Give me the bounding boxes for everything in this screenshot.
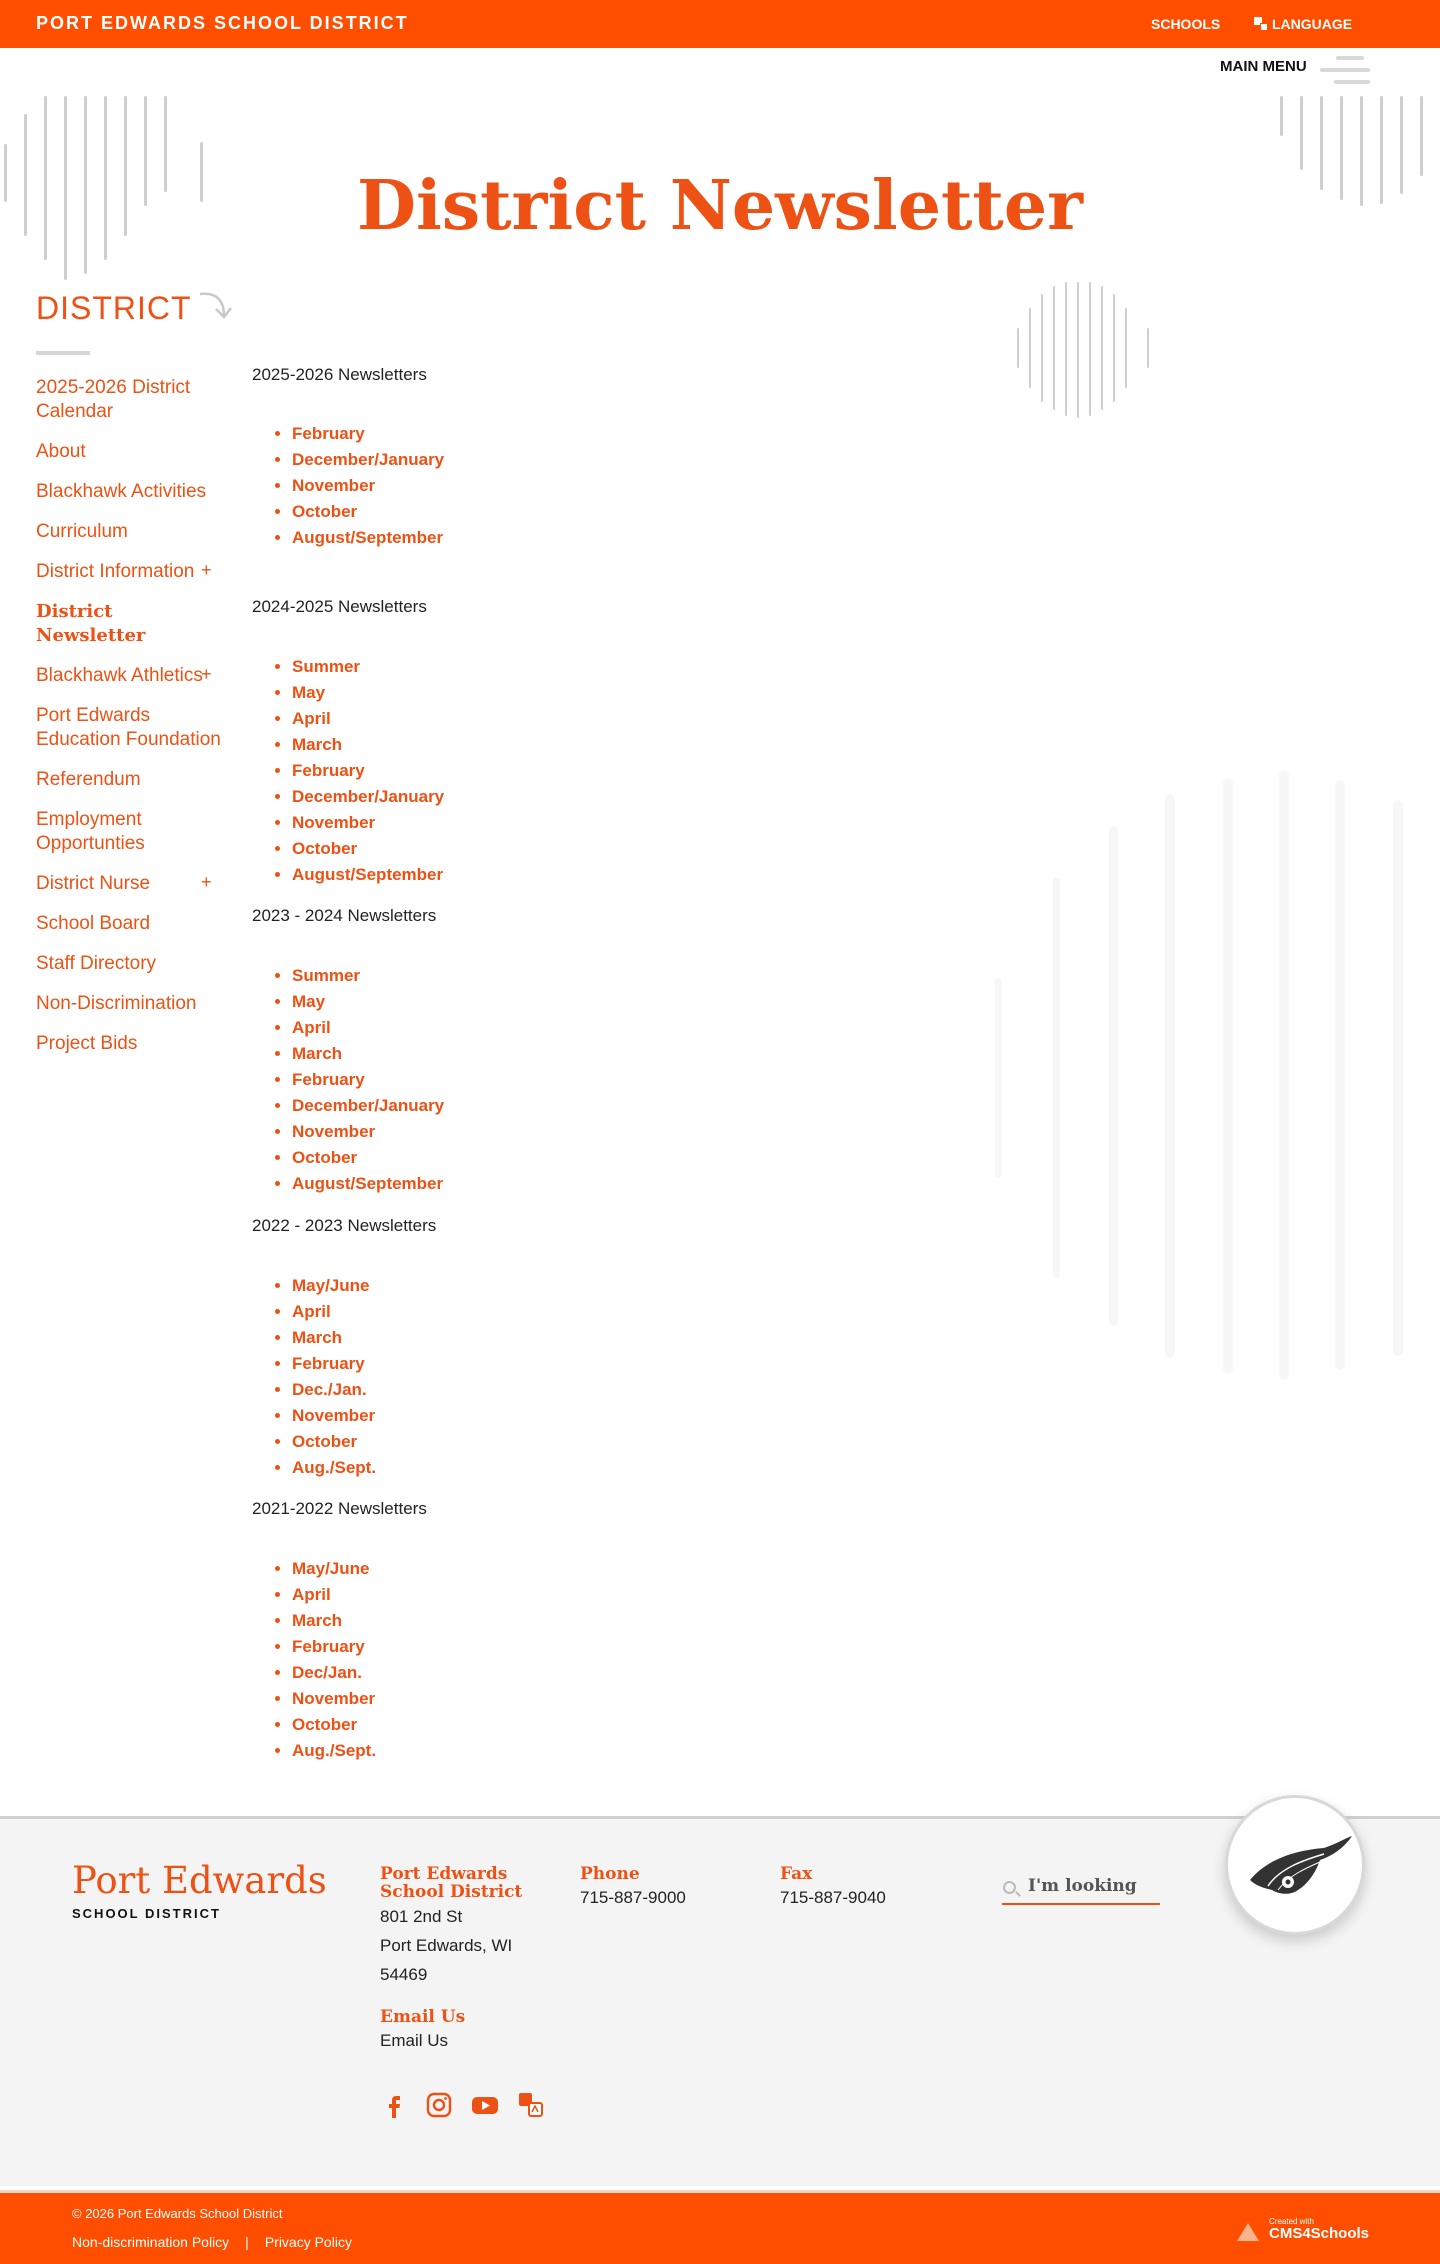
- newsletter-link[interactable]: • March: [292, 1608, 376, 1634]
- sidebar-item-label[interactable]: District Information: [36, 561, 195, 582]
- newsletter-link[interactable]: • August/September: [292, 862, 444, 888]
- sidebar-item-school-board[interactable]: [36, 912, 222, 936]
- sidebar-item-label[interactable]: Staff Directory: [36, 953, 157, 974]
- newsletter-link[interactable]: • November: [292, 1119, 444, 1145]
- link-separator: |: [245, 2234, 249, 2250]
- sidebar-heading: DISTRICT: [36, 290, 192, 326]
- newsletter-link[interactable]: • May: [292, 989, 444, 1015]
- page-title: District Newsletter: [357, 166, 1083, 246]
- cms4schools-logo-icon: [1237, 2223, 1259, 2241]
- translate-icon: [1254, 17, 1268, 31]
- sidebar-item-project-bids[interactable]: [36, 1032, 222, 1056]
- sidebar-item-non-discrimination[interactable]: [36, 992, 222, 1016]
- newsletter-link[interactable]: • March: [292, 732, 444, 758]
- sidebar-item-employment-opportunties[interactable]: [36, 808, 222, 856]
- newsletter-link[interactable]: • March: [292, 1041, 444, 1067]
- schools-link[interactable]: SCHOOLS: [1151, 16, 1221, 32]
- instagram-icon[interactable]: [425, 2091, 453, 2119]
- non-discrimination-policy-link[interactable]: Non-discrimination Policy: [72, 2234, 230, 2250]
- phone-number[interactable]: 715-887-9000: [580, 1888, 686, 1907]
- section-heading: 2024-2025 Newsletters: [252, 597, 427, 616]
- newsletter-link[interactable]: • February: [292, 758, 444, 784]
- address-heading: Port Edwards School District: [380, 1864, 523, 1902]
- address-line-2: Port Edwards, WI: [380, 1936, 513, 1955]
- search-input[interactable]: [1028, 1871, 1158, 1901]
- newsletter-link[interactable]: • April: [292, 1582, 376, 1608]
- sidebar-item-port-edwards-education-foundation[interactable]: [36, 704, 222, 752]
- newsletter-link[interactable]: • November: [292, 1686, 376, 1712]
- sidebar-item-label[interactable]: 2025-2026 District Calendar: [36, 377, 191, 422]
- sidebar-item-curriculum[interactable]: [36, 520, 222, 544]
- sidebar-item-label[interactable]: School Board: [36, 913, 151, 934]
- expand-plus-icon[interactable]: +: [201, 560, 212, 580]
- newsletter-link[interactable]: • March: [292, 1325, 376, 1351]
- facebook-icon[interactable]: [380, 2091, 408, 2119]
- newsletter-link[interactable]: • Aug./Sept.: [292, 1738, 376, 1764]
- sidebar-item-label[interactable]: Curriculum: [36, 521, 128, 542]
- section-heading: 2021-2022 Newsletters: [252, 1499, 427, 1518]
- site-name-link[interactable]: PORT EDWARDS SCHOOL DISTRICT: [36, 13, 409, 33]
- section-heading: 2022 - 2023 Newsletters: [252, 1216, 437, 1235]
- newsletter-link[interactable]: • April: [292, 1299, 376, 1325]
- sidebar-divider: [36, 351, 90, 355]
- sidebar-item-label[interactable]: Blackhawk Athletics: [36, 665, 203, 686]
- top-bar: [0, 0, 1440, 48]
- sidebar-item-label[interactable]: Blackhawk Activities: [36, 481, 207, 502]
- newsletter-link[interactable]: • May/June: [292, 1273, 376, 1299]
- expand-plus-icon[interactable]: +: [201, 872, 212, 892]
- sidebar-item-staff-directory[interactable]: [36, 952, 222, 976]
- newsletter-link[interactable]: • Summer: [292, 654, 444, 680]
- youtube-icon[interactable]: [471, 2091, 499, 2119]
- legal-links: [72, 2234, 352, 2250]
- newsletter-link[interactable]: • December/January: [292, 447, 444, 473]
- newsletter-link[interactable]: • May/June: [292, 1556, 376, 1582]
- sidebar-item-label[interactable]: Project Bids: [36, 1033, 138, 1054]
- newsletter-link[interactable]: • May: [292, 680, 444, 706]
- sidebar-nav: [36, 376, 222, 1072]
- background-stripes: [995, 770, 1415, 1380]
- footer-logo-subtitle: SCHOOL DISTRICT: [72, 1906, 221, 1921]
- sidebar-item-label[interactable]: Port Edwards Education Foundation: [36, 705, 221, 750]
- section-heading: 2025-2026 Newsletters: [252, 365, 427, 384]
- address-line-1: 801 2nd St: [380, 1907, 463, 1926]
- expand-plus-icon[interactable]: +: [201, 664, 212, 684]
- hamburger-menu-icon[interactable]: [1320, 56, 1370, 90]
- language-link[interactable]: [1254, 16, 1352, 32]
- newsletter-link[interactable]: • February: [292, 1067, 444, 1093]
- privacy-policy-link[interactable]: Privacy Policy: [264, 2234, 352, 2250]
- newsletter-link[interactable]: • October: [292, 1429, 376, 1455]
- newsletter-link[interactable]: • October: [292, 499, 444, 525]
- newsletter-link[interactable]: • Summer: [292, 963, 444, 989]
- sidebar-item-label[interactable]: Non-Discrimination: [36, 993, 197, 1014]
- newsletter-link[interactable]: • October: [292, 1145, 444, 1171]
- address-line-3: 54469: [380, 1965, 428, 1984]
- sidebar-item-district-information[interactable]: [36, 560, 222, 584]
- newsletter-list: [292, 1273, 376, 1481]
- sidebar-item-referendum[interactable]: [36, 768, 222, 792]
- fax-heading: Fax: [780, 1864, 813, 1884]
- mascot-logo[interactable]: [1225, 1795, 1365, 1935]
- newsletter-link[interactable]: • November: [292, 1403, 376, 1429]
- newsletter-link[interactable]: • Aug./Sept.: [292, 1455, 376, 1481]
- cms4schools-badge[interactable]: [1237, 2217, 1370, 2245]
- main-menu-label[interactable]: MAIN MENU: [1220, 58, 1307, 75]
- newsletter-link[interactable]: • December/January: [292, 784, 444, 810]
- newsletter-link[interactable]: • October: [292, 1712, 376, 1738]
- newsletter-link[interactable]: • November: [292, 473, 444, 499]
- newsletter-link[interactable]: • December/January: [292, 1093, 444, 1119]
- sidebar-item-label[interactable]: District Nurse: [36, 873, 151, 894]
- phone-heading: Phone: [580, 1864, 640, 1884]
- newsletter-link[interactable]: • October: [292, 836, 444, 862]
- sidebar-item-district-newsletter[interactable]: [36, 600, 222, 648]
- newsletter-link[interactable]: • August/September: [292, 525, 444, 551]
- sidebar-item-blackhawk-athletics[interactable]: [36, 664, 222, 688]
- cms4schools-name: CMS4Schools: [1269, 2225, 1370, 2242]
- sidebar-item-label[interactable]: Referendum: [36, 769, 141, 790]
- sidebar-item-blackhawk-activities[interactable]: [36, 480, 222, 504]
- email-link[interactable]: Email Us: [380, 2031, 449, 2050]
- sidebar-item-label[interactable]: District Newsletter: [36, 601, 146, 646]
- fax-number: 715-887-9040: [780, 1888, 886, 1907]
- curved-arrow-icon: [198, 288, 232, 322]
- newsletter-list: [292, 963, 444, 1197]
- cms4schools-created-with: Created with: [1269, 2217, 1314, 2226]
- newsletter-link[interactable]: • April: [292, 1015, 444, 1041]
- sidebar-item-district-nurse[interactable]: [36, 872, 222, 896]
- newsletter-link[interactable]: • August/September: [292, 1171, 444, 1197]
- decorative-stripes-circle: [1017, 282, 1151, 418]
- language-label: LANGUAGE: [1272, 16, 1353, 32]
- blackhawk-mascot-image: [1228, 1798, 1368, 1938]
- copyright: © 2026 Port Edwards School District: [72, 2206, 283, 2221]
- newsletter-list: [292, 1556, 376, 1764]
- sidebar-item-2025-2026-district-calendar[interactable]: [36, 376, 222, 424]
- newsletter-list: [292, 421, 444, 551]
- newsletter-link[interactable]: • Dec./Jan.: [292, 1377, 376, 1403]
- sidebar-item-about[interactable]: [36, 440, 222, 464]
- newsletter-link[interactable]: • November: [292, 810, 444, 836]
- newsletter-link[interactable]: • February: [292, 1634, 376, 1660]
- bottom-bar: [0, 2190, 1440, 2264]
- footer: [0, 1816, 1440, 2186]
- newsletter-link[interactable]: • April: [292, 706, 444, 732]
- search-icon[interactable]: [1003, 1881, 1016, 1894]
- footer-logo-title[interactable]: Port Edwards: [72, 1859, 327, 1902]
- sidebar-item-label[interactable]: Employment Opportunties: [36, 809, 145, 854]
- section-heading: 2023 - 2024 Newsletters: [252, 906, 437, 925]
- email-heading: Email Us: [380, 2007, 466, 2027]
- sidebar-item-label[interactable]: About: [36, 441, 86, 462]
- translate-icon[interactable]: [517, 2091, 545, 2119]
- newsletter-link[interactable]: • February: [292, 1351, 376, 1377]
- newsletter-link[interactable]: • February: [292, 421, 444, 447]
- footer-search: [1002, 1869, 1160, 1905]
- newsletter-link[interactable]: • Dec/Jan.: [292, 1660, 376, 1686]
- newsletter-list: [292, 654, 444, 888]
